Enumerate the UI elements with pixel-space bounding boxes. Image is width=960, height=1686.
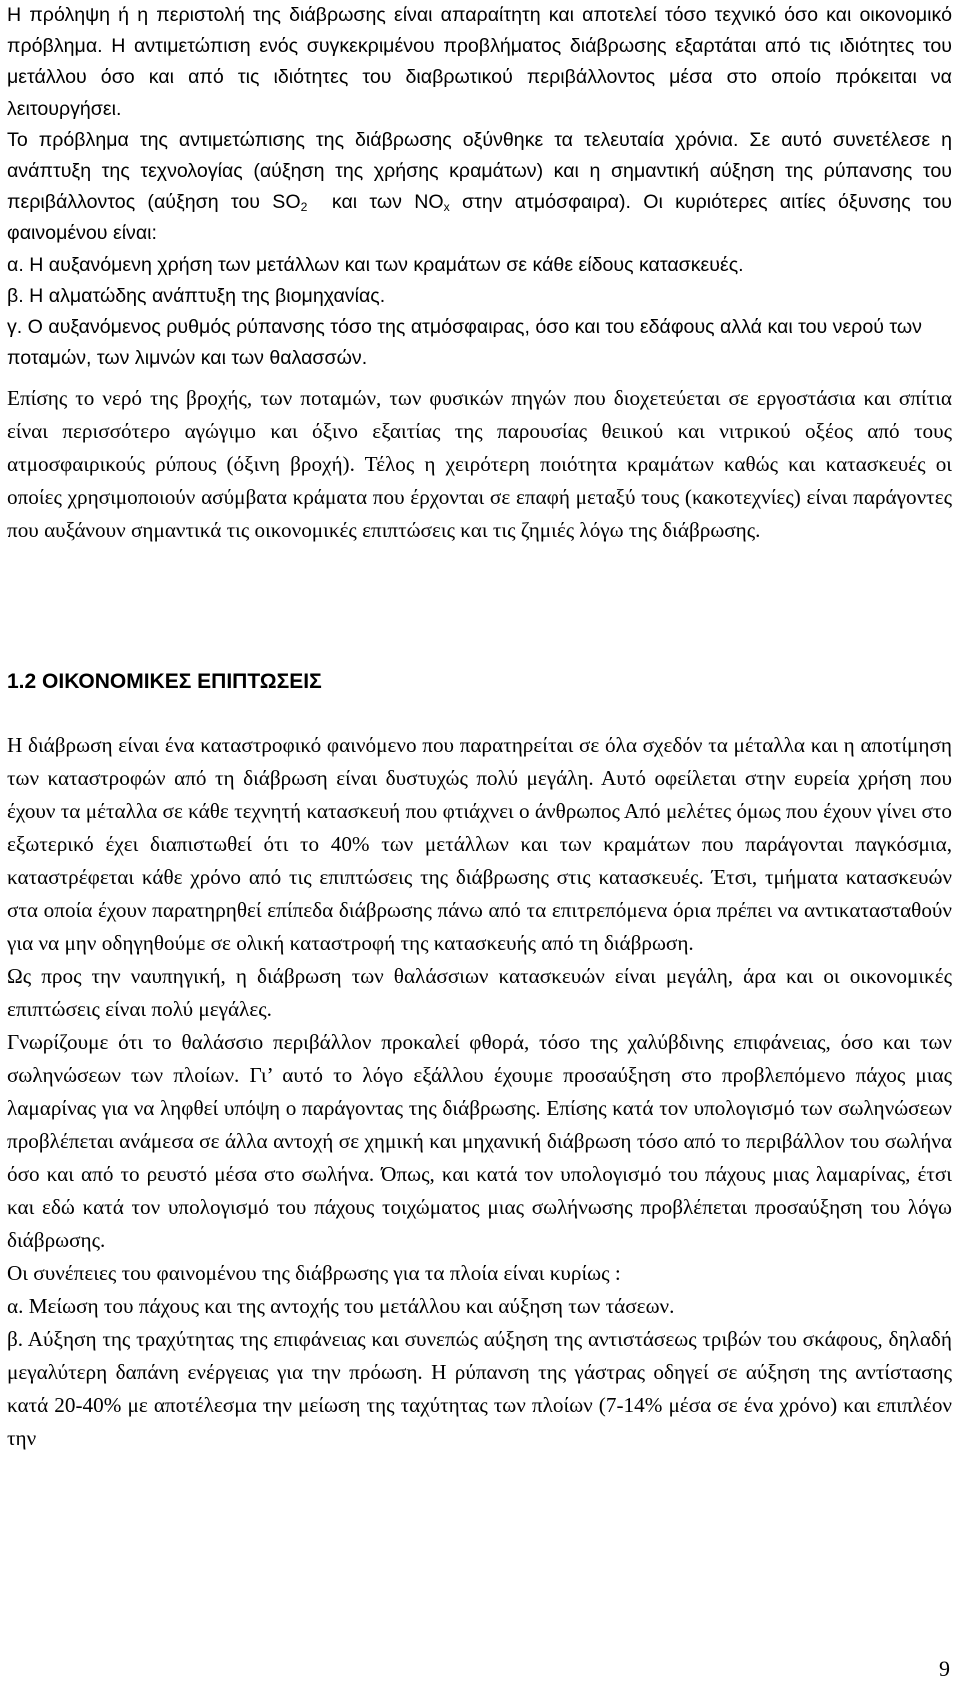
- list-item: β. Αύξηση της τραχύτητας της επιφάνειας και συνεπώς αύξηση της αντιστάσεως τριβών του σκάφους, δηλαδή μεγαλύτερη δαπάνη ενέργειας για την πρόωση. Η ρύπανση της γάστρας οδηγεί σε αύξηση της αντίστασης κατά 20-40% με αποτέλεσμα την μείωση της ταχύτητας των πλοίων (7-14% μέσα σε ένα χρόνο) και επιπλέον την: [7, 1327, 952, 1450]
- chem-nox: $NO_x$: [414, 191, 450, 215]
- list-item: γ. Ο αυξανόμενος ρυθμός ρύπανσης τόσο της ατμόσφαιρας, όσο και του εδάφους αλλά και του νερού των ποταμών, των λιμνών και των θαλασσών.: [7, 316, 922, 370]
- economic-block: [7, 729, 952, 1455]
- list-item: β. Η αλματώδης ανάπτυξη της βιομηχανίας.: [7, 284, 386, 307]
- list-item: α. Η αυξανόμενη χρήση των μετάλλων και των κραμάτων σε κάθε είδους κατασκευές.: [7, 253, 744, 276]
- page-number: 9: [939, 1656, 950, 1681]
- paragraph: Η διάβρωση είναι ένα καταστροφικό φαινόμενο που παρατηρείται σε όλα σχεδόν τα μέταλλα και η αποτίμηση των καταστροφών από τη διάβρωση είναι δυστυχώς πολύ μεγάλη. Αυτό οφείλεται στην ευρεία χρήση που έχουν τα μέταλλα σε κάθε τεχνητή κατασκευή που φτιάχνει ο άνθρωπος Από μελέτες όμως που έχουν γίνει στο εξωτερικό έχει διαπιστωθεί ότι το 40% των μετάλλων και των κραμάτων που παράγονται παγκόσμια, καταστρέφεται κάθε χρόνο από τις επιπτώσεις της διάβρωσης στις κατασκευές. Έτσι, τμήματα κατασκευών στα οποία έχουν παρατηρηθεί επίπεδα διάβρωσης πάνω από τα επιτρεπόμενα όρια πρέπει να αντικατασταθούν για να μην οδηγηθούμε σε ολική καταστροφή της κατασκευής από τη διάβρωση.: [7, 733, 952, 955]
- chem-so2: $SO_2$: [272, 191, 308, 215]
- paragraph: Επίσης το νερό της βροχής, των ποταμών, των φυσικών πηγών που διοχετεύεται σε εργοστάσια και σπίτια είναι περισσότερο αγώγιμο και όξινο εξαιτίας της παρουσίας θειικού και νιτρικού οξέος από τους ατμοσφαιρικούς ρύπους (όξινη βροχή). Τέλος η χειρότερη ποιότητα κραμάτων καθώς και κατασκευές οι οποίες χρησιμοποιούν ασύμβατα κράματα που έρχονται σε επαφή μεταξύ τους (κακοτεχνίες) είναι παράγοντες που αυξάνουν σημαντικά τις οικονομικές επιπτώσεις και τις ζημιές λόγω της διάβρωσης.: [7, 386, 952, 542]
- paragraph-text: Το πρόβλημα της αντιμετώπισης της διάβρωσης οξύνθηκε τα τελευταία χρόνια. Σε αυτό συνετέλεσε η ανάπτυξη της τεχνολογίας (αύξηση της χρήσης κραμάτων) και η σημαντική αύξηση της ρύπανσης του περιβάλλοντος (αύξηση του: [7, 128, 952, 214]
- section-heading: 1.2 ΟΙΚΟΝΟΜΙΚΕΣ ΕΠΙΠΤΩΣΕΙΣ: [7, 670, 322, 693]
- paragraph: Ως προς την ναυπηγική, η διάβρωση των θαλάσσιων κατασκευών είναι μεγάλη, άρα και οι οικονομικές επιπτώσεις είναι πολύ μεγάλες.: [7, 964, 952, 1021]
- list-item: α. Μείωση του πάχους και της αντοχής του μετάλλου και αύξηση των τάσεων.: [7, 1294, 675, 1318]
- paragraph: Η πρόληψη ή η περιστολή της διάβρωσης είναι απαραίτητη και αποτελεί τόσο τεχνικό όσο και οικονομικό πρόβλημα. Η αντιμετώπιση ενός συγκεκριμένου προβλήματος διάβρωσης εξαρτάται από τις ιδιότητες του μετάλλου όσο και από τις ιδιότητες του διαβρωτικού περιβάλλοντος μέσα στο οποίο πρόκειται να λειτουργήσει.: [7, 4, 952, 120]
- intro-block: [7, 0, 952, 374]
- paragraph: Οι συνέπειες του φαινομένου της διάβρωσης για τα πλοία είναι κυρίως :: [7, 1261, 621, 1285]
- paragraph: Το πρόβλημα της αντιμετώπισης της διάβρωσης οξύνθηκε τα τελευταία χρόνια. Σε αυτό συνετέλεσε η ανάπτυξη της τεχνολογίας (αύξηση της χρήσης κραμάτων) και η σημαντική αύξηση της ρύπανσης του περιβάλλοντος (αύξηση του $SO_2$ και των $NO_x$ στην ατμόσφαιρα). Οι κυριότερες αιτίες όξυνσης του φαινομένου είναι:: [7, 128, 952, 245]
- paragraph: Γνωρίζουμε ότι το θαλάσσιο περιβάλλον προκαλεί φθορά, τόσο της χαλύβδινης επιφάνειας, όσο και των σωληνώσεων των πλοίων. Γι’ αυτό το λόγο εξάλλου έχουμε προσαύξηση στο προβλεπόμενο πάχος μιας λαμαρίνας για να ληφθεί υπόψη ο παράγοντας της διάβρωσης. Επίσης κατά τον υπολογισμό των σωληνώσεων προβλέπεται ανάμεσα σε άλλα αντοχή σε χημική και μηχανική διάβρωση τόσο από το περιβάλλον του σωλήνα όσο και από το ρευστό μέσα στο σωλήνα. Όπως, και κατά τον υπολογισμό του πάχους μιας λαμαρίνας, έτσι και εδώ κατά τον υπολογισμό του πάχους τοιχώματος μιας σωλήνωσης προβλέπεται προσαύξηση του λόγω διάβρωσης.: [7, 1030, 952, 1252]
- causes-block: [7, 382, 952, 547]
